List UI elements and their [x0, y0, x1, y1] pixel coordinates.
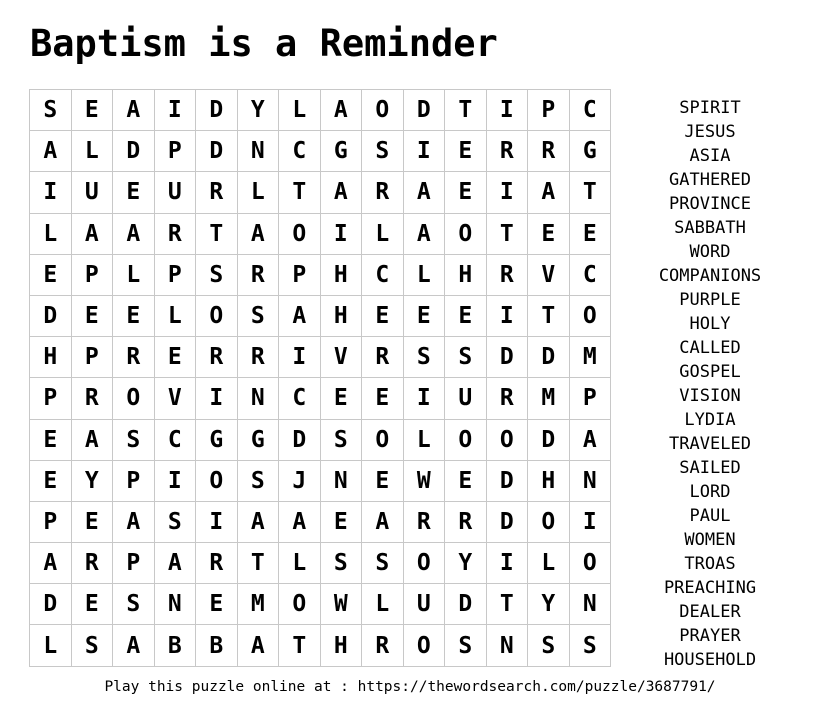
grid-cell: E — [445, 296, 487, 337]
grid-cell: O — [196, 296, 238, 337]
grid-cell: D — [196, 131, 238, 172]
grid-cell: C — [362, 255, 404, 296]
grid-cell: S — [528, 625, 570, 666]
grid-cell: O — [113, 378, 155, 419]
grid-cell: O — [362, 420, 404, 461]
grid-cell: O — [279, 214, 321, 255]
word-list-item: JESUS — [684, 122, 736, 142]
grid-cell: O — [487, 420, 529, 461]
grid-cell: E — [30, 255, 72, 296]
grid-cell: E — [445, 172, 487, 213]
grid-cell: T — [487, 584, 529, 625]
grid-cell: U — [445, 378, 487, 419]
grid-cell: P — [155, 255, 197, 296]
grid-cell: S — [362, 543, 404, 584]
word-list — [640, 96, 780, 672]
grid-cell: D — [404, 90, 446, 131]
word-list-item: TROAS — [684, 554, 736, 574]
grid-cell: A — [279, 296, 321, 337]
grid-cell: R — [445, 502, 487, 543]
grid-cell: C — [279, 131, 321, 172]
grid-cell: S — [321, 420, 363, 461]
word-list-item: GOSPEL — [679, 362, 741, 382]
grid-cell: U — [404, 584, 446, 625]
grid-cell: S — [445, 625, 487, 666]
grid-cell: P — [113, 461, 155, 502]
grid-cell: E — [321, 502, 363, 543]
grid-cell: A — [113, 625, 155, 666]
grid-cell: O — [279, 584, 321, 625]
word-list-item: WORD — [689, 242, 731, 262]
grid-cell: S — [155, 502, 197, 543]
grid-cell: U — [155, 172, 197, 213]
grid-cell: W — [321, 584, 363, 625]
grid-cell: I — [196, 502, 238, 543]
grid-cell: R — [362, 337, 404, 378]
grid-cell: A — [570, 420, 612, 461]
grid-cell: S — [445, 337, 487, 378]
grid-cell: I — [487, 90, 529, 131]
grid-cell: B — [196, 625, 238, 666]
grid-cell: A — [321, 90, 363, 131]
grid-cell: R — [155, 214, 197, 255]
grid-cell: D — [487, 502, 529, 543]
grid-cell: P — [155, 131, 197, 172]
grid-cell: A — [113, 214, 155, 255]
grid-cell: O — [196, 461, 238, 502]
word-list-item: HOUSEHOLD — [663, 650, 757, 670]
grid-cell: L — [30, 214, 72, 255]
grid-cell: D — [279, 420, 321, 461]
grid-cell: L — [362, 214, 404, 255]
grid-cell: R — [113, 337, 155, 378]
grid-cell: R — [404, 502, 446, 543]
grid-cell: O — [528, 502, 570, 543]
grid-cell: O — [445, 420, 487, 461]
grid-cell: A — [362, 502, 404, 543]
grid-cell: E — [404, 296, 446, 337]
grid-cell: U — [72, 172, 114, 213]
grid-cell: Y — [528, 584, 570, 625]
word-list-item: WOMEN — [684, 530, 736, 550]
grid-cell: L — [362, 584, 404, 625]
word-list-item: GATHERED — [669, 170, 751, 190]
grid-cell: Y — [238, 90, 280, 131]
grid-cell: C — [155, 420, 197, 461]
grid-cell: I — [155, 90, 197, 131]
grid-cell: P — [30, 502, 72, 543]
grid-cell: A — [72, 214, 114, 255]
word-list-item: PAUL — [689, 506, 731, 526]
grid-cell: H — [321, 625, 363, 666]
letter-grid — [29, 89, 611, 667]
grid-cell: D — [528, 337, 570, 378]
word-list-item: PURPLE — [679, 290, 741, 310]
grid-cell: P — [570, 378, 612, 419]
grid-cell: I — [404, 131, 446, 172]
grid-cell: C — [570, 90, 612, 131]
grid-cell: A — [30, 543, 72, 584]
grid-cell: O — [362, 90, 404, 131]
grid-cell: P — [113, 543, 155, 584]
grid-cell: L — [528, 543, 570, 584]
grid-cell: E — [362, 296, 404, 337]
grid-cell: R — [362, 625, 404, 666]
grid-cell: B — [155, 625, 197, 666]
word-list-item: LORD — [689, 482, 731, 502]
grid-cell: A — [528, 172, 570, 213]
grid-cell: G — [570, 131, 612, 172]
grid-cell: A — [72, 420, 114, 461]
grid-cell: I — [487, 543, 529, 584]
grid-cell: E — [196, 584, 238, 625]
grid-cell: L — [72, 131, 114, 172]
grid-cell: I — [30, 172, 72, 213]
grid-cell: D — [487, 461, 529, 502]
grid-cell: W — [404, 461, 446, 502]
grid-cell: T — [487, 214, 529, 255]
word-list-item: SAILED — [679, 458, 741, 478]
grid-cell: C — [279, 378, 321, 419]
grid-cell: M — [528, 378, 570, 419]
grid-cell: S — [238, 296, 280, 337]
grid-cell: T — [238, 543, 280, 584]
grid-cell: I — [321, 214, 363, 255]
grid-cell: D — [196, 90, 238, 131]
grid-cell: N — [155, 584, 197, 625]
grid-cell: I — [196, 378, 238, 419]
grid-cell: S — [113, 584, 155, 625]
grid-cell: E — [155, 337, 197, 378]
grid-cell: G — [238, 420, 280, 461]
grid-cell: E — [72, 502, 114, 543]
word-list-item: PRAYER — [679, 626, 741, 646]
grid-cell: H — [321, 255, 363, 296]
grid-cell: E — [72, 584, 114, 625]
grid-cell: C — [570, 255, 612, 296]
grid-cell: L — [238, 172, 280, 213]
grid-cell: O — [404, 543, 446, 584]
grid-cell: L — [279, 90, 321, 131]
grid-cell: R — [362, 172, 404, 213]
grid-cell: P — [528, 90, 570, 131]
grid-cell: R — [72, 378, 114, 419]
grid-cell: L — [113, 255, 155, 296]
grid-cell: S — [404, 337, 446, 378]
grid-cell: A — [238, 502, 280, 543]
grid-cell: T — [528, 296, 570, 337]
grid-cell: O — [404, 625, 446, 666]
grid-cell: N — [570, 461, 612, 502]
grid-cell: O — [445, 214, 487, 255]
grid-cell: E — [445, 131, 487, 172]
grid-cell: R — [238, 337, 280, 378]
grid-cell: R — [238, 255, 280, 296]
grid-cell: D — [30, 584, 72, 625]
grid-cell: I — [279, 337, 321, 378]
grid-cell: R — [196, 172, 238, 213]
grid-cell: J — [279, 461, 321, 502]
grid-cell: S — [238, 461, 280, 502]
grid-cell: P — [30, 378, 72, 419]
grid-cell: E — [528, 214, 570, 255]
grid-cell: T — [196, 214, 238, 255]
word-list-item: CALLED — [679, 338, 741, 358]
grid-cell: Y — [72, 461, 114, 502]
grid-cell: G — [196, 420, 238, 461]
grid-cell: R — [196, 543, 238, 584]
grid-cell: R — [487, 255, 529, 296]
grid-cell: E — [30, 420, 72, 461]
grid-cell: A — [404, 214, 446, 255]
grid-cell: L — [155, 296, 197, 337]
grid-cell: D — [528, 420, 570, 461]
grid-cell: S — [321, 543, 363, 584]
word-list-item: VISION — [679, 386, 741, 406]
grid-cell: O — [570, 296, 612, 337]
grid-cell: A — [113, 502, 155, 543]
grid-cell: D — [113, 131, 155, 172]
word-list-item: SPIRIT — [679, 98, 741, 118]
grid-cell: H — [528, 461, 570, 502]
grid-cell: E — [113, 172, 155, 213]
grid-cell: P — [72, 337, 114, 378]
grid-cell: T — [279, 172, 321, 213]
grid-cell: S — [113, 420, 155, 461]
grid-cell: O — [570, 543, 612, 584]
grid-cell: S — [570, 625, 612, 666]
grid-cell: L — [279, 543, 321, 584]
grid-cell: R — [196, 337, 238, 378]
grid-cell: E — [445, 461, 487, 502]
word-list-item: LYDIA — [684, 410, 736, 430]
word-list-item: TRAVELED — [669, 434, 751, 454]
grid-cell: I — [155, 461, 197, 502]
grid-cell: I — [487, 296, 529, 337]
grid-cell: E — [72, 90, 114, 131]
grid-cell: A — [238, 625, 280, 666]
puzzle-title: Baptism is a Reminder — [30, 22, 498, 65]
grid-cell: H — [445, 255, 487, 296]
grid-cell: D — [30, 296, 72, 337]
word-list-item: PREACHING — [663, 578, 757, 598]
grid-cell: S — [72, 625, 114, 666]
grid-cell: E — [362, 461, 404, 502]
grid-cell: D — [445, 584, 487, 625]
grid-cell: A — [321, 172, 363, 213]
grid-cell: A — [155, 543, 197, 584]
grid-cell: A — [113, 90, 155, 131]
grid-cell: I — [404, 378, 446, 419]
grid-cell: I — [487, 172, 529, 213]
grid-cell: E — [362, 378, 404, 419]
word-list-item: ASIA — [689, 146, 731, 166]
grid-cell: L — [404, 420, 446, 461]
grid-cell: L — [30, 625, 72, 666]
grid-cell: E — [570, 214, 612, 255]
grid-cell: E — [113, 296, 155, 337]
grid-cell: L — [404, 255, 446, 296]
grid-cell: M — [570, 337, 612, 378]
grid-cell: A — [279, 502, 321, 543]
grid-cell: H — [30, 337, 72, 378]
grid-cell: E — [321, 378, 363, 419]
grid-cell: N — [238, 131, 280, 172]
word-list-item: HOLY — [689, 314, 731, 334]
grid-cell: R — [487, 378, 529, 419]
grid-cell: R — [487, 131, 529, 172]
word-list-item: SABBATH — [674, 218, 746, 238]
grid-cell: P — [279, 255, 321, 296]
grid-cell: N — [321, 461, 363, 502]
grid-cell: V — [321, 337, 363, 378]
grid-cell: R — [72, 543, 114, 584]
grid-cell: A — [30, 131, 72, 172]
word-list-item: PROVINCE — [669, 194, 751, 214]
grid-cell: V — [528, 255, 570, 296]
grid-cell: E — [30, 461, 72, 502]
grid-cell: T — [445, 90, 487, 131]
grid-cell: M — [238, 584, 280, 625]
grid-cell: T — [279, 625, 321, 666]
grid-cell: R — [528, 131, 570, 172]
footer-link-text: Play this puzzle online at : https://thewordsearch.com/puzzle/3687791/ — [104, 679, 716, 695]
grid-cell: T — [570, 172, 612, 213]
grid-cell: A — [404, 172, 446, 213]
grid-cell: E — [72, 296, 114, 337]
word-list-item: DEALER — [679, 602, 741, 622]
grid-cell: Y — [445, 543, 487, 584]
grid-cell: H — [321, 296, 363, 337]
grid-cell: S — [196, 255, 238, 296]
grid-cell: G — [321, 131, 363, 172]
grid-cell: A — [238, 214, 280, 255]
grid-cell: I — [570, 502, 612, 543]
grid-cell: N — [238, 378, 280, 419]
grid-cell: N — [570, 584, 612, 625]
grid-cell: D — [487, 337, 529, 378]
grid-cell: P — [72, 255, 114, 296]
word-list-item: COMPANIONS — [658, 266, 762, 286]
grid-cell: N — [487, 625, 529, 666]
grid-cell: V — [155, 378, 197, 419]
grid-cell: S — [30, 90, 72, 131]
grid-cell: S — [362, 131, 404, 172]
